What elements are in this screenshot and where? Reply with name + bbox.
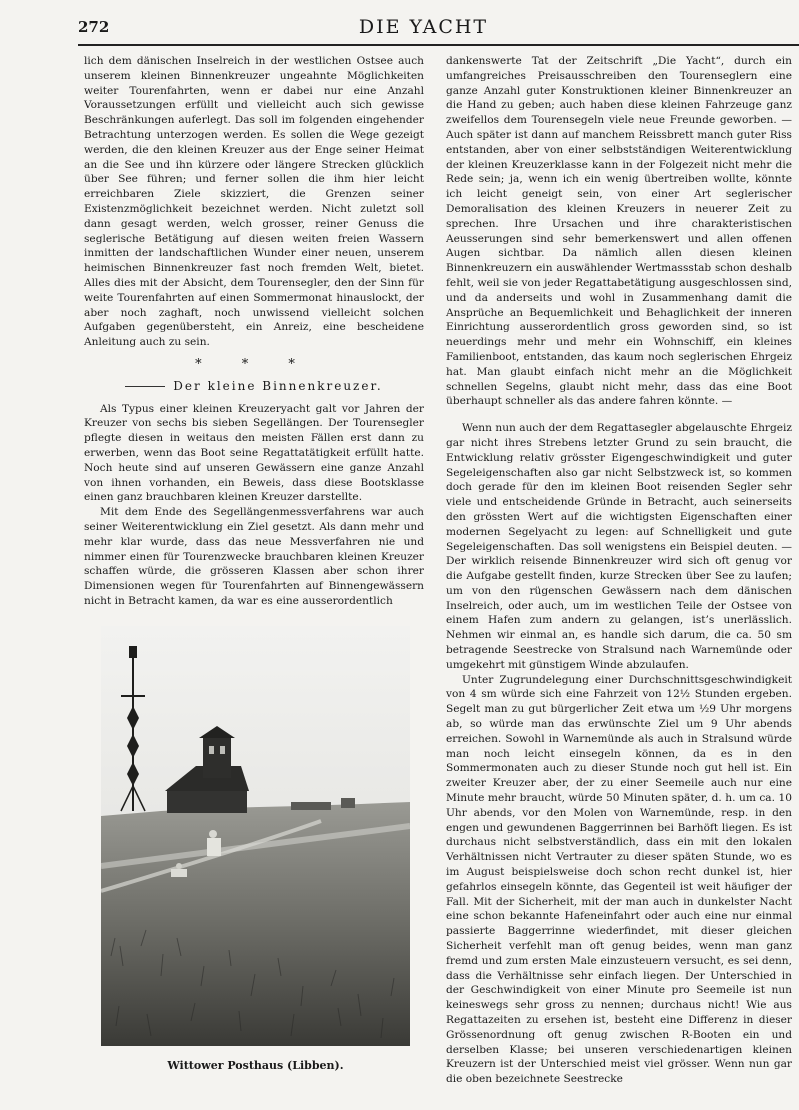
paragraph: Mit dem Ende des Segellängenmessverfahrens war auch seiner Weiterentwicklung ein Ziel gesetzt. Als dann mehr und mehr klar wurde, dass das neue Messverfahren nie und nimmer einen für Tourenzwecke brauchbaren kleinen Kreuzer schaffen würde, die grösseren Klassen aber schon ihrer Dimensionen wegen für Tourenfahrten auf Binnengewässern nicht in Betracht kamen, da war es eine ausserordentlich [84,506,424,607]
paragraph: Wenn nun auch der dem Regattasegler abgelauschte Ehrgeiz gar nicht ihres Strebens letzter Grund zu sein braucht, die Entwicklung relativ grösster Eigengeschwindigkeit und guter Segeleigenschaften also gar nicht Selbstzweck ist, so kommen doch gerade für den im kleinen Boot reisenden Segler sehr viele und entscheidende Gründe in Betracht, auch seinerseits den grössten Wert auf die wichtigsten Eigenschaften einer modernen Segelyacht zu legen: auf Schnelligkeit und gute Segeleigenschaften. Das soll wenigstens ein Beispiel deuten. — Der wirklich reisende Binnenkreuzer wird sich oft genug vor die Aufgabe gestellt finden, kurze Strecken über See zu laufen; um von den rügenschen Gewässern nach dem dänischen Inselreich, oder auch, um im westlichen Teile der Ostsee von einem Hafen zum andern zu gelangen, ist’s unerlässlich. Nehmen wir einmal an, es handle sich darum, die ca. 50 sm betragende Seestrecke von Stralsund nach Warnemünde oder umgekehrt mit günstigem Winde abzulaufen. [446,422,792,671]
page-number: 272 [78,18,110,36]
photo-wittower-posthaus [101,626,410,1046]
figure-caption: Wittower Posthaus (Libben). [167,1059,344,1072]
paragraph: dankenswerte Tat der Zeitschrift „Die Yacht“, durch ein umfangreiches Preisausschreiben den Tourenseglern eine ganze Anzahl guter Konstruktionen kleiner Binnenkreuzer an die Hand zu geben; auch haben diese kleinen Fahrzeuge ganz zweifellos dem Tourensegeln viele neue Freunde geworben. — Auch später ist dann auf manchem Reissbrett manch guter Riss entstanden, aber von einer selbstständigen Weiterentwicklung der kleinen Kreuzerklasse kann in der Folgezeit nicht mehr die Rede sein; ja, wenn ich ein wenig übertreiben wollte, könnte ich leicht geneigt sein, von einer Art seglerischer Demoralisation des kleinen Kreuzers in neuerer Zeit zu sprechen. Ihre Ursachen und ihre charakteristischen Aeusserungen sind sehr bemerkenswert und allen offenen Augen sichtbar. Da nämlich allen diesen kleinen Binnenkreuzern ein auswählender Wertmassstab schon deshalb fehlt, weil sie von jeder Regattabetätigung ausgeschlossen sind, und da anderseits und wohl in Zusammenhang damit die Ansprüche an Bequemlichkeit und Behaglichkeit der inneren Einrichtung ausserordentlich gross geworden sind, so ist neuerdings mehr und mehr ein Wohnschiff, ein kleines Familienboot, entstanden, das kaum noch seglerischen Ehrgeiz hat. Man glaubt einfach nicht mehr an die Möglichkeit schnellen Segelns, glaubt nicht mehr, dass das eine Boot überhaupt schneller als das andere fahren könnte. — [446,55,792,408]
paragraph: Unter Zugrundelegung einer Durchschnittsgeschwindigkeit von 4 sm würde sich eine Fahrzeit von 12½ Stunden ergeben. Segelt man zu gut bürgerlicher Zeit etwa um ½9 Uhr morgens ab, so würde man das erwünschte Ziel um 9 Uhr abends erreichen. Sowohl in Warnemünde als auch in Stralsund würde man noch leicht einsegeln können, da es in den Sommermonaten auch zu dieser Stunde noch gut hell ist. Ein zweiter Kreuzer aber, der zu einer Seemeile auch nur eine Minute mehr braucht, würde 50 Minuten später, d. h. um ca. 10 Uhr abends, vor den Molen von Warnemünde, resp. in den engen und gewundenen Baggerrinnen bei Barhöft liegen. Es ist durchaus nicht selbstverständlich, dass ein mit den lokalen Verhältnissen nicht Vertrauter zu dieser späten Stunde, wo es im August beispielsweise doch schon recht dunkel ist, hier gefahrlos einsegeln könnte, das Gegenteil ist weit häufiger der Fall. Mit der Sicherheit, mit der man auch in dunkelster Nacht eine schon bekannte Hafeneinfahrt oder auch eine nur einmal passierte Baggerrinne wiederfindet, mit dieser gleichen Sicherheit verfehlt man oft genug beides, wenn man ganz fremd und zum ersten Male einzusteuern versucht, es sei denn, dass die Verhältnisse sehr einfach liegen. Der Unterschied in der Geschwindigkeit von einer Minute pro Seemeile ist nun keineswegs sehr gross zu nennen; durchaus nicht! Wie aus Regattazeiten zu ersehen ist, besteht eine Differenz in dieser Grössenordnung oft genug zwischen R-Booten ein und derselben Klasse; bei unseren verschiedenartigen kleinen Kreuzern ist der Unterschied meist viel grösser. Wenn nun gar die oben bezeichnete Seestrecke [446,673,792,1086]
section-title: Der kleine Binnenkreuzer. [84,379,424,394]
left-column [84,54,424,609]
section-separator-stars: * * * [195,356,313,372]
header-rule [78,44,799,46]
paragraph: Als Typus einer kleinen Kreuzeryacht galt vor Jahren der Kreuzer von sechs bis sieben Segellängen. Der Tourensegler pflegte diesen in weitaus den meisten Fällen erst dann zu erwerben, wenn das Boot seine Regattatätigkeit erfüllt hatte. Noch heute sind auf unseren Gewässern eine ganze Anzahl von ihnen vorhanden, ein Beweis, dass diese Bootsklasse einen ganz brauchbaren kleinen Kreuzer darstellte. [84,402,424,504]
running-title: DIE YACHT [358,16,489,38]
right-column [446,54,792,1087]
paragraph: lich dem dänischen Inselreich in der westlichen Ostsee auch unserem kleinen Binnenkreuzer ungeahnte Möglichkeiten weiter Tourenfahrten, wenn er dabei nur eine Anzahl Voraussetzungen erfüllt und vielleicht auch sich gewisse Beschränkungen auferlegt. Das soll im folgenden eingehender Betrachtung unterzogen werden. Es sollen die Wege gezeigt werden, die den kleinen Kreuzer aus der Enge seiner Heimat an die See und ihn kürzere oder längere Strecken glücklich über See führen; und ferner sollen die ihm hier leicht erreichbaren Ziele skizziert, die Grenzen seiner Existenzmöglichkeit bezeichnet werden. Nicht zuletzt soll dann gesagt werden, welch grosser, reiner Genuss die seglerische Betätigung auf diesen weiten freien Wassern inmitten der landschaftlichen Wunder einer neuen, unserem heimischen Binnenkreuzer fast noch fremden Welt, bietet. Alles dies mit der Absicht, dem Tourensegler, den der Sinn für weite Tourenfahrten auf einen Sommermonat hinauslockt, der aber noch zaghaft, noch unwissend vielleicht solchen Aufgaben gegenübersteht, ein Anreiz, eine bescheidene Anleitung auch zu sein. [84,55,424,349]
page-header [78,18,769,44]
